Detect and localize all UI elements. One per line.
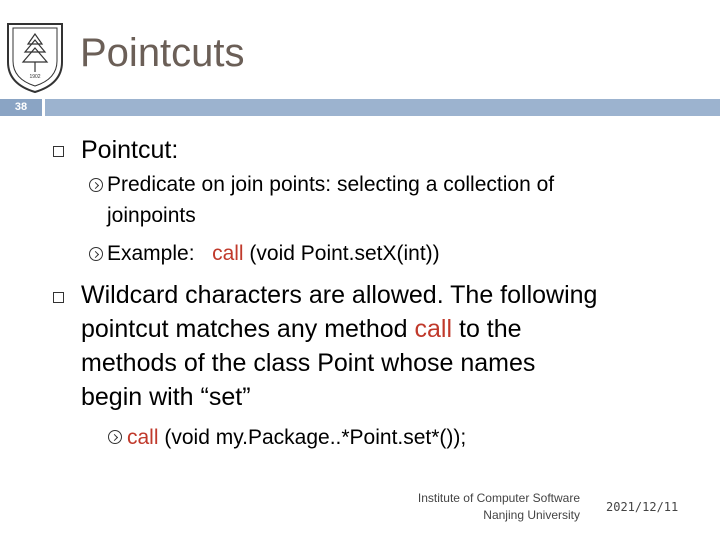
- slide-number: 38: [0, 99, 42, 116]
- item-wildcard-line4: begin with “set”: [81, 383, 251, 411]
- example-keyword: call: [212, 242, 244, 265]
- sub-item-predicate-line2: joinpoints: [107, 204, 196, 227]
- footer-institute-line2: Nanjing University: [483, 508, 580, 522]
- circle-check-bullet-icon: [108, 430, 122, 444]
- example-rest: (void Point.setX(int)): [249, 242, 440, 265]
- example-prefix: Example:: [107, 242, 195, 265]
- circle-check-bullet-icon: [89, 178, 103, 192]
- item-pointcut: Pointcut:: [81, 136, 179, 164]
- item-wildcard-line1: Wildcard characters are allowed. The following: [81, 281, 598, 309]
- sub-item-call-example: [127, 425, 466, 451]
- footer-institute-line1: Institute of Computer Software: [417, 491, 580, 505]
- circle-check-bullet-icon: [89, 247, 103, 261]
- svg-text:1902: 1902: [29, 74, 41, 80]
- square-bullet-icon: [53, 292, 64, 303]
- item-wildcard-line3: methods of the class Point whose names: [81, 349, 536, 377]
- call-rest: (void my.Package..*Point.set*());: [164, 426, 467, 449]
- title-divider-bar: [45, 99, 720, 116]
- university-seal-logo: [4, 18, 66, 94]
- call-keyword: call: [127, 426, 159, 449]
- sub-item-example: [107, 241, 440, 267]
- slide-title: Pointcuts: [80, 31, 245, 75]
- wildcard-line2-post: to the: [452, 315, 522, 343]
- footer-date: 2021/12/11: [606, 500, 679, 514]
- wildcard-line2-pre: pointcut matches any method: [81, 315, 415, 343]
- sub-item-predicate-line1: Predicate on join points: selecting a collection of: [107, 173, 555, 196]
- wildcard-line2-keyword: call: [414, 315, 453, 343]
- item-wildcard-line2: [81, 313, 522, 346]
- square-bullet-icon: [53, 146, 64, 157]
- footer-institute: [360, 490, 580, 524]
